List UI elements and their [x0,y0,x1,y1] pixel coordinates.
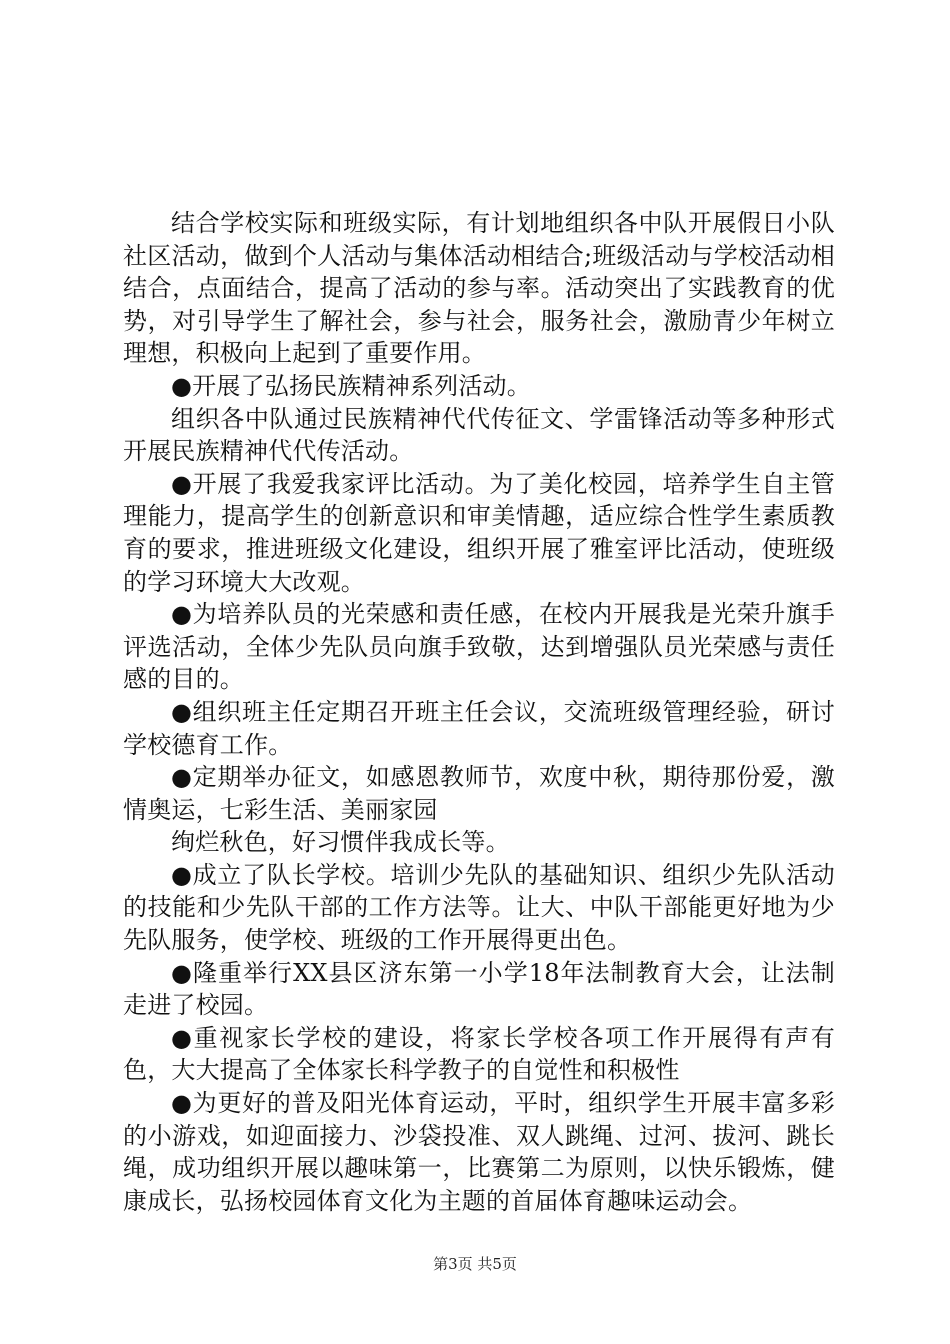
paragraph-2: ●开展了弘扬民族精神系列活动。 [171,371,531,400]
page-footer [0,1253,950,1274]
paragraph-3: 组织各中队通过民族精神代代传征文、学雷锋活动等多种形式开展民族精神代代传活动。 [123,404,835,466]
paragraph-12: ●为更好的普及阳光体育运动，平时，组织学生开展丰富多彩的小游戏，如迎面接力、沙袋投准、双人跳绳、过河、拔河、跳长绳，成功组织开展以趣味第一，比赛第二为原则，以快乐锻炼，健康成长，弘扬校园体育文化为主题的首届体育趣味运动会。 [123,1089,835,1215]
paragraph-11: ●重视家长学校的建设，将家长学校各项工作开展得有声有色，大大提高了全体家长科学教子的自觉性和积极性 [123,1023,835,1085]
paragraph-5: ●为培养队员的光荣感和责任感，在校内开展我是光荣升旗手评选活动，全体少先队员向旗手致敬，达到增强队员光荣感与责任感的目的。 [123,600,835,694]
paragraph-1: 结合学校实际和班级实际，有计划地组织各中队开展假日小队社区活动，做到个人活动与集体活动相结合;班级活动与学校活动相结合，点面结合，提高了活动的参与率。活动突出了实践教育的优势，对引导学生了解社会，参与社会，服务社会，激励青少年树立理想，积极向上起到了重要作用。 [123,209,835,368]
paragraph-4: ●开展了我爱我家评比活动。为了美化校园，培养学生自主管理能力，提高学生的创新意识和审美情趣，适应综合性学生素质教育的要求，推进班级文化建设，组织开展了雅室评比活动，使班级的学习环境大大改观。 [123,469,835,596]
paragraph-9: ●成立了队长学校。培训少先队的基础知识、组织少先队活动的技能和少先队干部的工作方法等。让大、中队干部能更好地为少先队服务，使学校、班级的工作开展得更出色。 [123,860,835,955]
paragraph-7: ●定期举办征文，如感恩教师节，欢度中秋，期待那份爱，激情奥运，七彩生活、美丽家园 [123,763,835,824]
page-number-label: 第3页 共5页 [433,1255,517,1273]
document-body [123,207,835,1217]
paragraph-10: ●隆重举行XX县区济东第一小学18年法制教育大会，让法制走进了校园。 [123,958,835,1020]
paragraph-6: ●组织班主任定期召开班主任会议，交流班级管理经验，研讨学校德育工作。 [123,697,835,759]
paragraph-8: 绚烂秋色，好习惯伴我成长等。 [171,828,510,857]
